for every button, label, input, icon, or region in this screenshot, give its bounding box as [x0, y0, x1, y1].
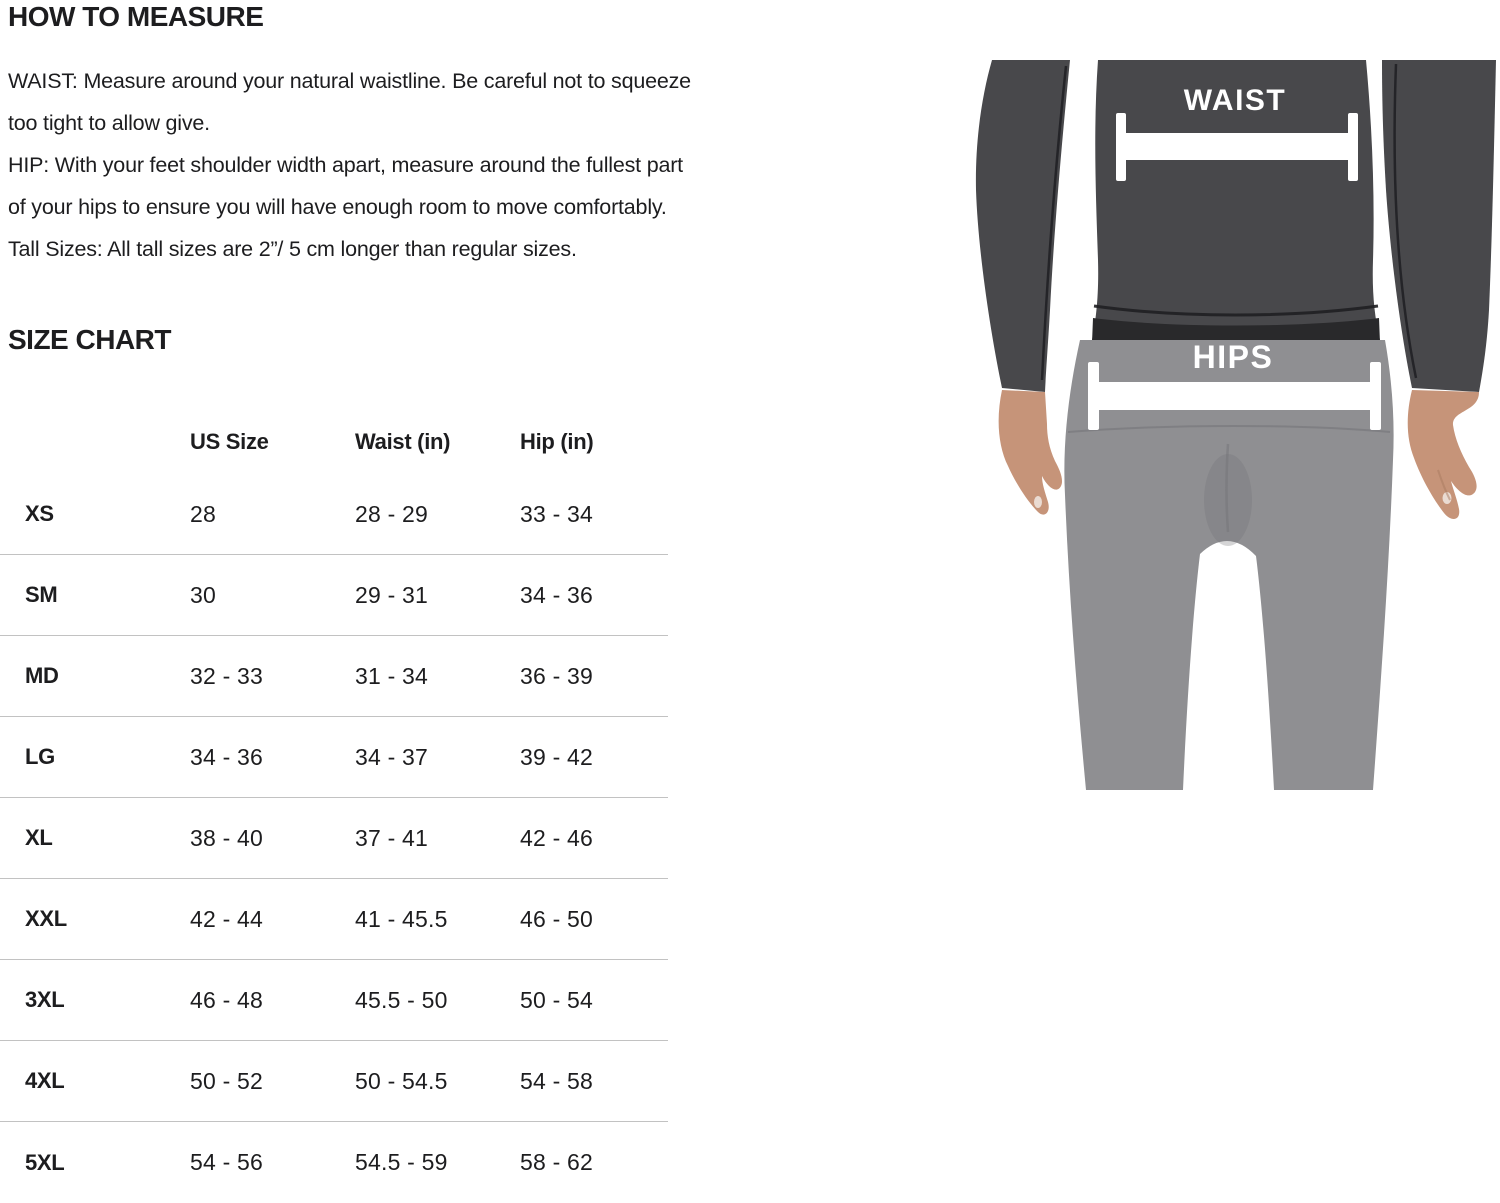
waist-bar-right-cap	[1348, 113, 1358, 181]
cell-waist: 34 - 37	[355, 743, 429, 770]
cell-hip: 33 - 34	[520, 500, 594, 527]
header-hip: Hip (in)	[520, 429, 594, 454]
cell-size: SM	[25, 582, 58, 607]
table-row	[0, 879, 668, 960]
measure-instruction-line: WAIST: Measure around your natural waistline. Be careful not to squeeze	[8, 69, 691, 93]
hips-bar	[1096, 382, 1373, 410]
cell-us: 46 - 48	[190, 986, 264, 1013]
cell-us: 30	[190, 581, 216, 608]
body-figure	[930, 0, 1500, 800]
measure-instruction-line: Tall Sizes: All tall sizes are 2”/ 5 cm longer than regular sizes.	[8, 237, 577, 261]
left-hand	[999, 390, 1062, 515]
how-to-measure-title: HOW TO MEASURE	[8, 1, 264, 32]
cell-hip: 34 - 36	[520, 581, 594, 608]
table-row	[0, 636, 668, 717]
cell-us: 38 - 40	[190, 824, 264, 851]
cell-waist: 41 - 45.5	[355, 905, 448, 932]
measure-instruction-line: of your hips to ensure you will have enough room to move comfortably.	[8, 195, 667, 219]
cell-waist: 31 - 34	[355, 662, 429, 689]
measure-instruction-line: HIP: With your feet shoulder width apart, measure around the fullest part	[8, 153, 683, 177]
cell-waist: 28 - 29	[355, 500, 429, 527]
cell-hip: 50 - 54	[520, 986, 594, 1013]
measure-instruction-line: too tight to allow give.	[8, 111, 210, 135]
cell-us: 28	[190, 500, 216, 527]
cell-size: 3XL	[25, 987, 65, 1012]
cell-waist: 54.5 - 59	[355, 1149, 448, 1175]
cell-size: MD	[25, 663, 59, 688]
measurement-figure-image	[930, 0, 1500, 800]
table-row	[0, 555, 668, 636]
cell-size: LG	[25, 744, 55, 769]
cell-hip: 42 - 46	[520, 824, 594, 851]
hips-label: HIPS	[1192, 339, 1274, 375]
waist-bar	[1124, 133, 1350, 160]
how-to-measure-text	[8, 60, 691, 270]
cell-waist: 45.5 - 50	[355, 986, 448, 1013]
cell-size: XL	[25, 825, 53, 850]
cell-hip: 54 - 58	[520, 1067, 594, 1094]
cell-size: XS	[25, 501, 54, 526]
cell-hip: 36 - 39	[520, 662, 594, 689]
header-us-size: US Size	[190, 429, 269, 454]
table-row	[0, 474, 668, 555]
table-header-row	[0, 410, 668, 474]
cell-hip: 46 - 50	[520, 905, 594, 932]
cell-us: 32 - 33	[190, 662, 264, 689]
cell-us: 50 - 52	[190, 1067, 264, 1094]
table-row	[0, 798, 668, 879]
cell-waist: 29 - 31	[355, 581, 429, 608]
table-row	[0, 1041, 668, 1122]
size-chart-table	[0, 410, 668, 1203]
table-row	[0, 960, 668, 1041]
right-sleeve	[1382, 60, 1496, 392]
cell-size: 5XL	[25, 1149, 65, 1175]
cell-hip: 39 - 42	[520, 743, 594, 770]
cell-size: XXL	[25, 906, 67, 931]
cell-size: 4XL	[25, 1068, 65, 1093]
hips-bar-right-cap	[1370, 362, 1381, 430]
cell-us: 54 - 56	[190, 1149, 264, 1175]
cell-us: 34 - 36	[190, 743, 264, 770]
size-chart-title: SIZE CHART	[8, 324, 171, 355]
waist-label: WAIST	[1183, 84, 1287, 117]
left-fingernail	[1034, 496, 1042, 508]
header-waist: Waist (in)	[355, 429, 451, 454]
cell-hip: 58 - 62	[520, 1149, 594, 1175]
cell-waist: 37 - 41	[355, 824, 429, 851]
table-row	[0, 1122, 668, 1203]
table-row	[0, 717, 668, 798]
cell-waist: 50 - 54.5	[355, 1067, 448, 1094]
left-sleeve	[976, 60, 1070, 392]
cell-us: 42 - 44	[190, 905, 264, 932]
